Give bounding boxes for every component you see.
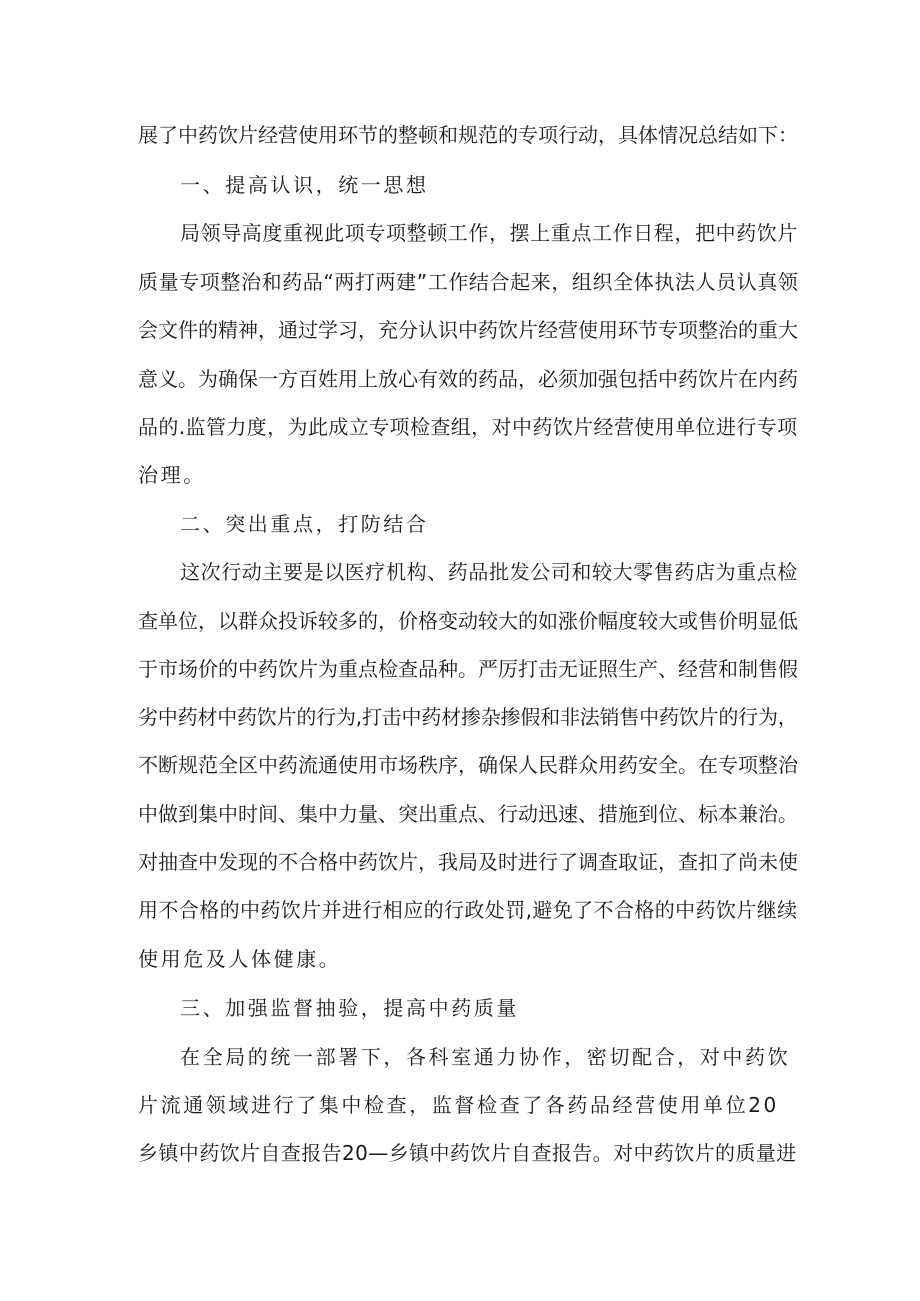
paragraph-line: 于市场价的中药饮片为重点检查品种。严厉打击无证照生产、经营和制售假: [138, 657, 798, 681]
paragraph-line: 在全局的统一部署下，各科室通力协作，密切配合，对中药饮: [180, 1045, 791, 1069]
paragraph-line: 使用危及人体健康。: [138, 947, 342, 971]
paragraph-line: 乡镇中药饮片自查报告20—乡镇中药饮片自查报告。对中药饮片的质量进: [138, 1141, 797, 1165]
paragraph-line: 治理。: [138, 463, 206, 487]
section-heading-2: 二、突出重点，打防结合: [180, 512, 429, 536]
section-heading-1: 一、提高认识，统一思想: [180, 173, 429, 197]
paragraph-line: 中做到集中时间、集中力量、突出重点、行动迅速、措施到位、标本兼治。: [138, 802, 798, 826]
paragraph-line: 会文件的精神，通过学习，充分认识中药饮片经营使用环节专项整治的重大: [138, 318, 798, 342]
section-heading-3: 三、加强监督抽验，提高中药质量: [180, 996, 519, 1020]
paragraph-line: 不断规范全区中药流通使用市场秩序，确保人民群众用药安全。在专项整治: [138, 753, 798, 777]
paragraph-line: 这次行动主要是以医疗机构、药品批发公司和较大零售药店为重点检: [180, 560, 798, 584]
paragraph-line: 劣中药材中药饮片的行为,打击中药材掺杂掺假和非法销售中药饮片的行为，: [138, 705, 798, 729]
paragraph-line: 片流通领域进行了集中检查，监督检查了各药品经营使用单位20: [138, 1093, 779, 1117]
paragraph-line: 对抽查中发现的不合格中药饮片，我局及时进行了调查取证，查扣了尚未使: [138, 850, 798, 874]
paragraph-line: 质量专项整治和药品“两打两建”工作结合起来，组织全体执法人员认真领: [138, 270, 799, 294]
paragraph-line: 意义。为确保一方百姓用上放心有效的药品，必须加强包括中药饮片在内药: [138, 367, 798, 391]
paragraph-line: 用不合格的中药饮片并进行相应的行政处罚,避免了不合格的中药饮片继续: [138, 898, 798, 922]
paragraph-line: 品的.监管力度，为此成立专项检查组，对中药饮片经营使用单位进行专项: [138, 415, 798, 439]
paragraph-line: 查单位，以群众投诉较多的，价格变动较大的如涨价幅度较大或售价明显低: [138, 609, 798, 633]
paragraph-line-continuation: 展了中药饮片经营使用环节的整顿和规范的专项行动，具体情况总结如下：: [138, 123, 798, 147]
paragraph-line: 局领导高度重视此项专项整顿工作，摆上重点工作日程，把中药饮片: [180, 221, 798, 245]
